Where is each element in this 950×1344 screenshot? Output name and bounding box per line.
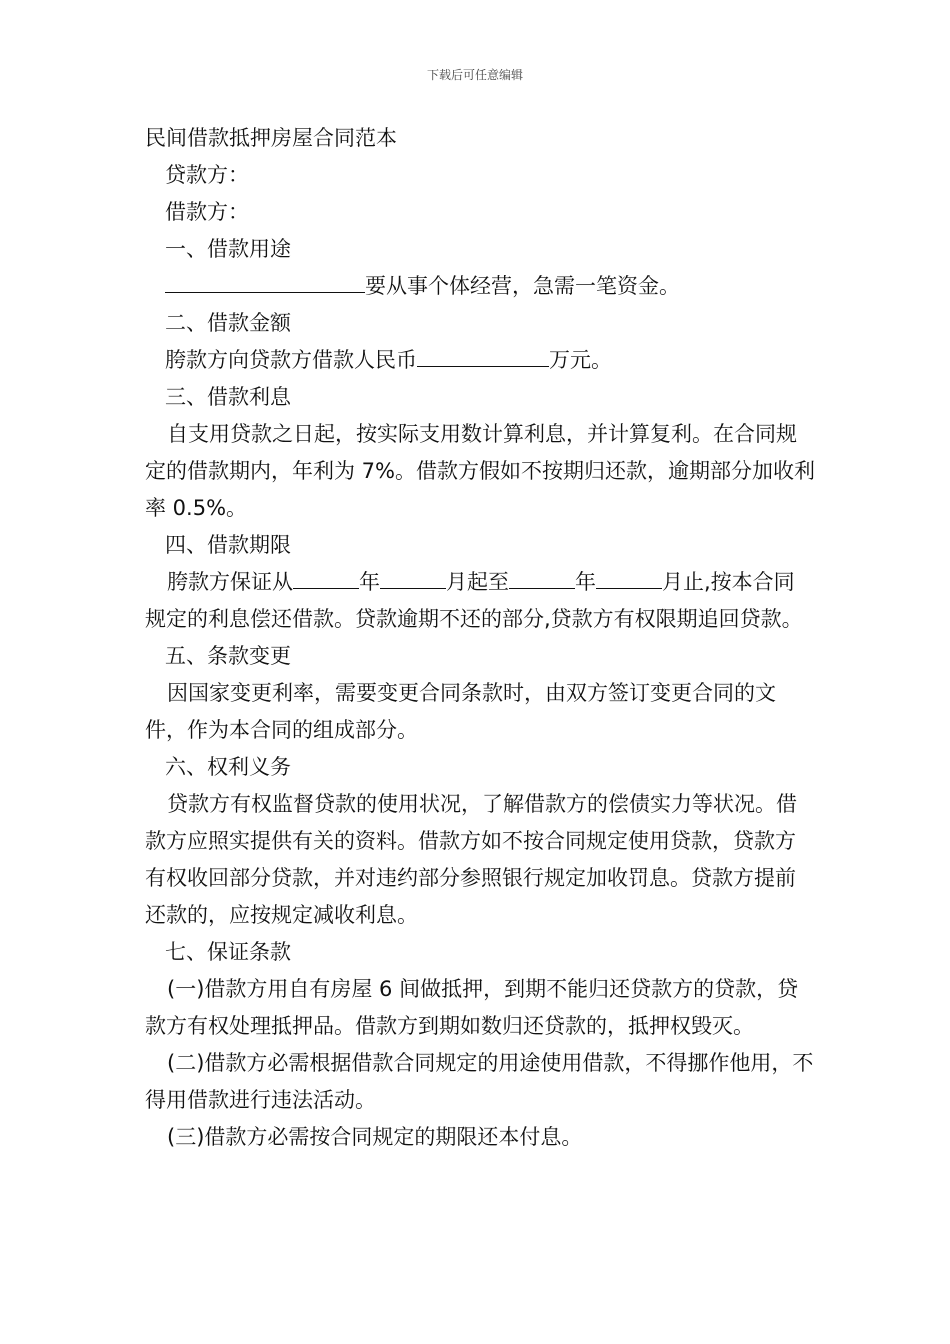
section-heading-interest: 三、借款利息 <box>165 385 291 409</box>
term-paragraph <box>145 564 815 638</box>
amount-blank <box>417 342 549 367</box>
start-year-blank <box>293 564 359 589</box>
term-text-4: 年 <box>575 570 596 594</box>
start-month-blank <box>380 564 446 589</box>
term-text-2: 年 <box>359 570 380 594</box>
end-month-blank <box>596 564 662 589</box>
interest-paragraph: 自支用贷款之日起，按实际支用数计算利息，并计算复利。在合同规定的借款期内，年利为 7%。借款方假如不按期归还款，逾期部分加收利率 0.5%。 <box>145 422 815 520</box>
contract-document <box>145 120 815 1156</box>
guarantee-paragraph-2: (二)借款方必需根据借款合同规定的用途使用借款，不得挪作他用，不得用借款进行违法活动。 <box>145 1051 814 1112</box>
purpose-text: 要从事个体经营，急需一笔资金。 <box>365 274 680 298</box>
guarantee-paragraph-3: (三)借款方必需按合同规定的期限还本付息。 <box>167 1125 583 1149</box>
purpose-blank <box>165 268 365 293</box>
section-heading-change: 五、条款变更 <box>165 644 291 668</box>
purpose-line <box>145 268 815 305</box>
rights-paragraph: 贷款方有权监督贷款的使用状况，了解借款方的偿债实力等状况。借款方应照实提供有关的资料。借款方如不按合同规定使用贷款，贷款方有权收回部分贷款，并对违约部分参照银行规定加收罚息。贷款方提前还款的，应按规定减收利息。 <box>145 792 797 927</box>
end-year-blank <box>509 564 575 589</box>
amount-line <box>145 342 815 379</box>
term-text-5: 月止,按本合同规定的利息偿还借款。贷款逾期不还的部分,贷款方有权限期追回贷款。 <box>145 570 803 631</box>
borrower-label: 借款方： <box>165 200 249 224</box>
guarantee-paragraph-1: (一)借款方用自有房屋 6 间做抵押，到期不能归还贷款方的贷款，贷款方有权处理抵押品。借款方到期如数归还贷款的，抵押权毁灭。 <box>145 977 799 1038</box>
change-paragraph: 因国家变更利率，需要变更合同条款时，由双方签订变更合同的文件，作为本合同的组成部分。 <box>145 681 776 742</box>
term-text-3: 月起至 <box>446 570 509 594</box>
lender-label: 贷款方： <box>165 163 249 187</box>
section-heading-guarantee: 七、保证条款 <box>165 940 291 964</box>
section-heading-purpose: 一、借款用途 <box>165 237 291 261</box>
section-heading-rights: 六、权利义务 <box>165 755 291 779</box>
section-heading-term: 四、借款期限 <box>165 533 291 557</box>
document-title: 民间借款抵押房屋合同范本 <box>145 126 397 150</box>
term-text-1: 胯款方保证从 <box>167 570 293 594</box>
amount-text-before: 胯款方向贷款方借款人民币 <box>165 348 417 372</box>
amount-text-after: 万元。 <box>549 348 612 372</box>
header-note: 下载后可任意编辑 <box>426 68 523 82</box>
section-heading-amount: 二、借款金额 <box>165 311 291 335</box>
